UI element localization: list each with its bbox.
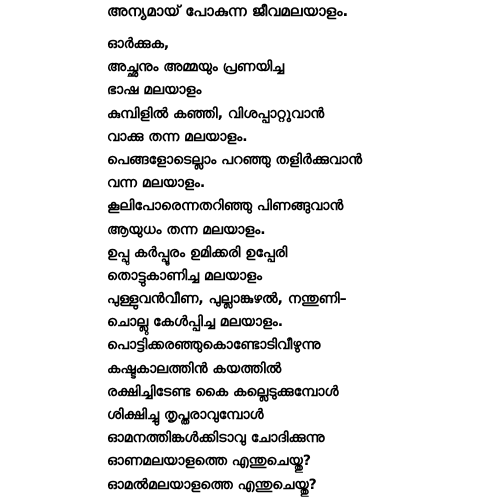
poem-line: വാക്കു തന്ന മലയാളം.: [107, 128, 248, 145]
poem-line: ഓണമലയാളത്തെ എന്തുചെയ്തു?: [107, 453, 311, 470]
poem-line: രക്ഷിച്ചിടേണ്ട കൈ കല്ലെടുക്കുമ്പോൾ: [107, 383, 339, 400]
poem-line: പുള്ളുവൻവീണ, പുല്ലാങ്കുഴൽ, നന്തുണി–: [107, 291, 347, 308]
poem-title: അന്യമായ് പോകുന്ന ജീവമലയാളം.: [107, 2, 349, 20]
poem-line: ഉപ്പു കർപ്പൂരം ഉമിക്കരി ഉപ്പേരി: [107, 244, 288, 261]
poem-line: ചൊല്ലു കേൾപ്പിച്ച മലയാളം.: [107, 314, 284, 331]
poem-line: പെങ്ങളോടെല്ലാം പറഞ്ഞു തളിർക്കുവാൻ: [107, 151, 363, 168]
poem-line: കഷ്ടകാലത്തിൻ കയത്തിൽ: [107, 360, 282, 377]
poem-line: ഓമനത്തിങ്കൾക്കിടാവു ചോദിക്കുന്നു: [107, 430, 325, 447]
poem-line: പൊട്ടിക്കരഞ്ഞുകൊണ്ടോടിവീഴുന്നു: [107, 337, 321, 354]
poem-line: ഓമൽമലയാളത്തെ എന്തുചെയ്തു?: [107, 476, 317, 493]
poem-line: കൂലിപോരെന്നതറിഞ്ഞു പിണങ്ങുവാൻ: [107, 198, 344, 215]
poem-lines: [107, 33, 362, 497]
poem-line: ഓർക്കുക,: [107, 36, 170, 52]
poem-line: ഭാഷ മലയാളം: [107, 82, 202, 99]
poem-line: കുമ്പിളിൽ കഞ്ഞി, വിശപ്പാറ്റുവാൻ: [107, 105, 325, 122]
poem-line: തൊട്ടുകാണിച്ച മലയാളം: [107, 267, 262, 284]
poem-line: അച്ഛനും അമ്മയും പ്രണയിച്ച: [107, 59, 285, 76]
poem-line: ശിക്ഷിച്ചു തൃപ്തരാവുമ്പോൾ: [107, 407, 264, 423]
poem-line: ആയുധം തന്ന മലയാളം.: [107, 221, 266, 238]
poem-line: വന്ന മലയാളം.: [107, 175, 206, 192]
